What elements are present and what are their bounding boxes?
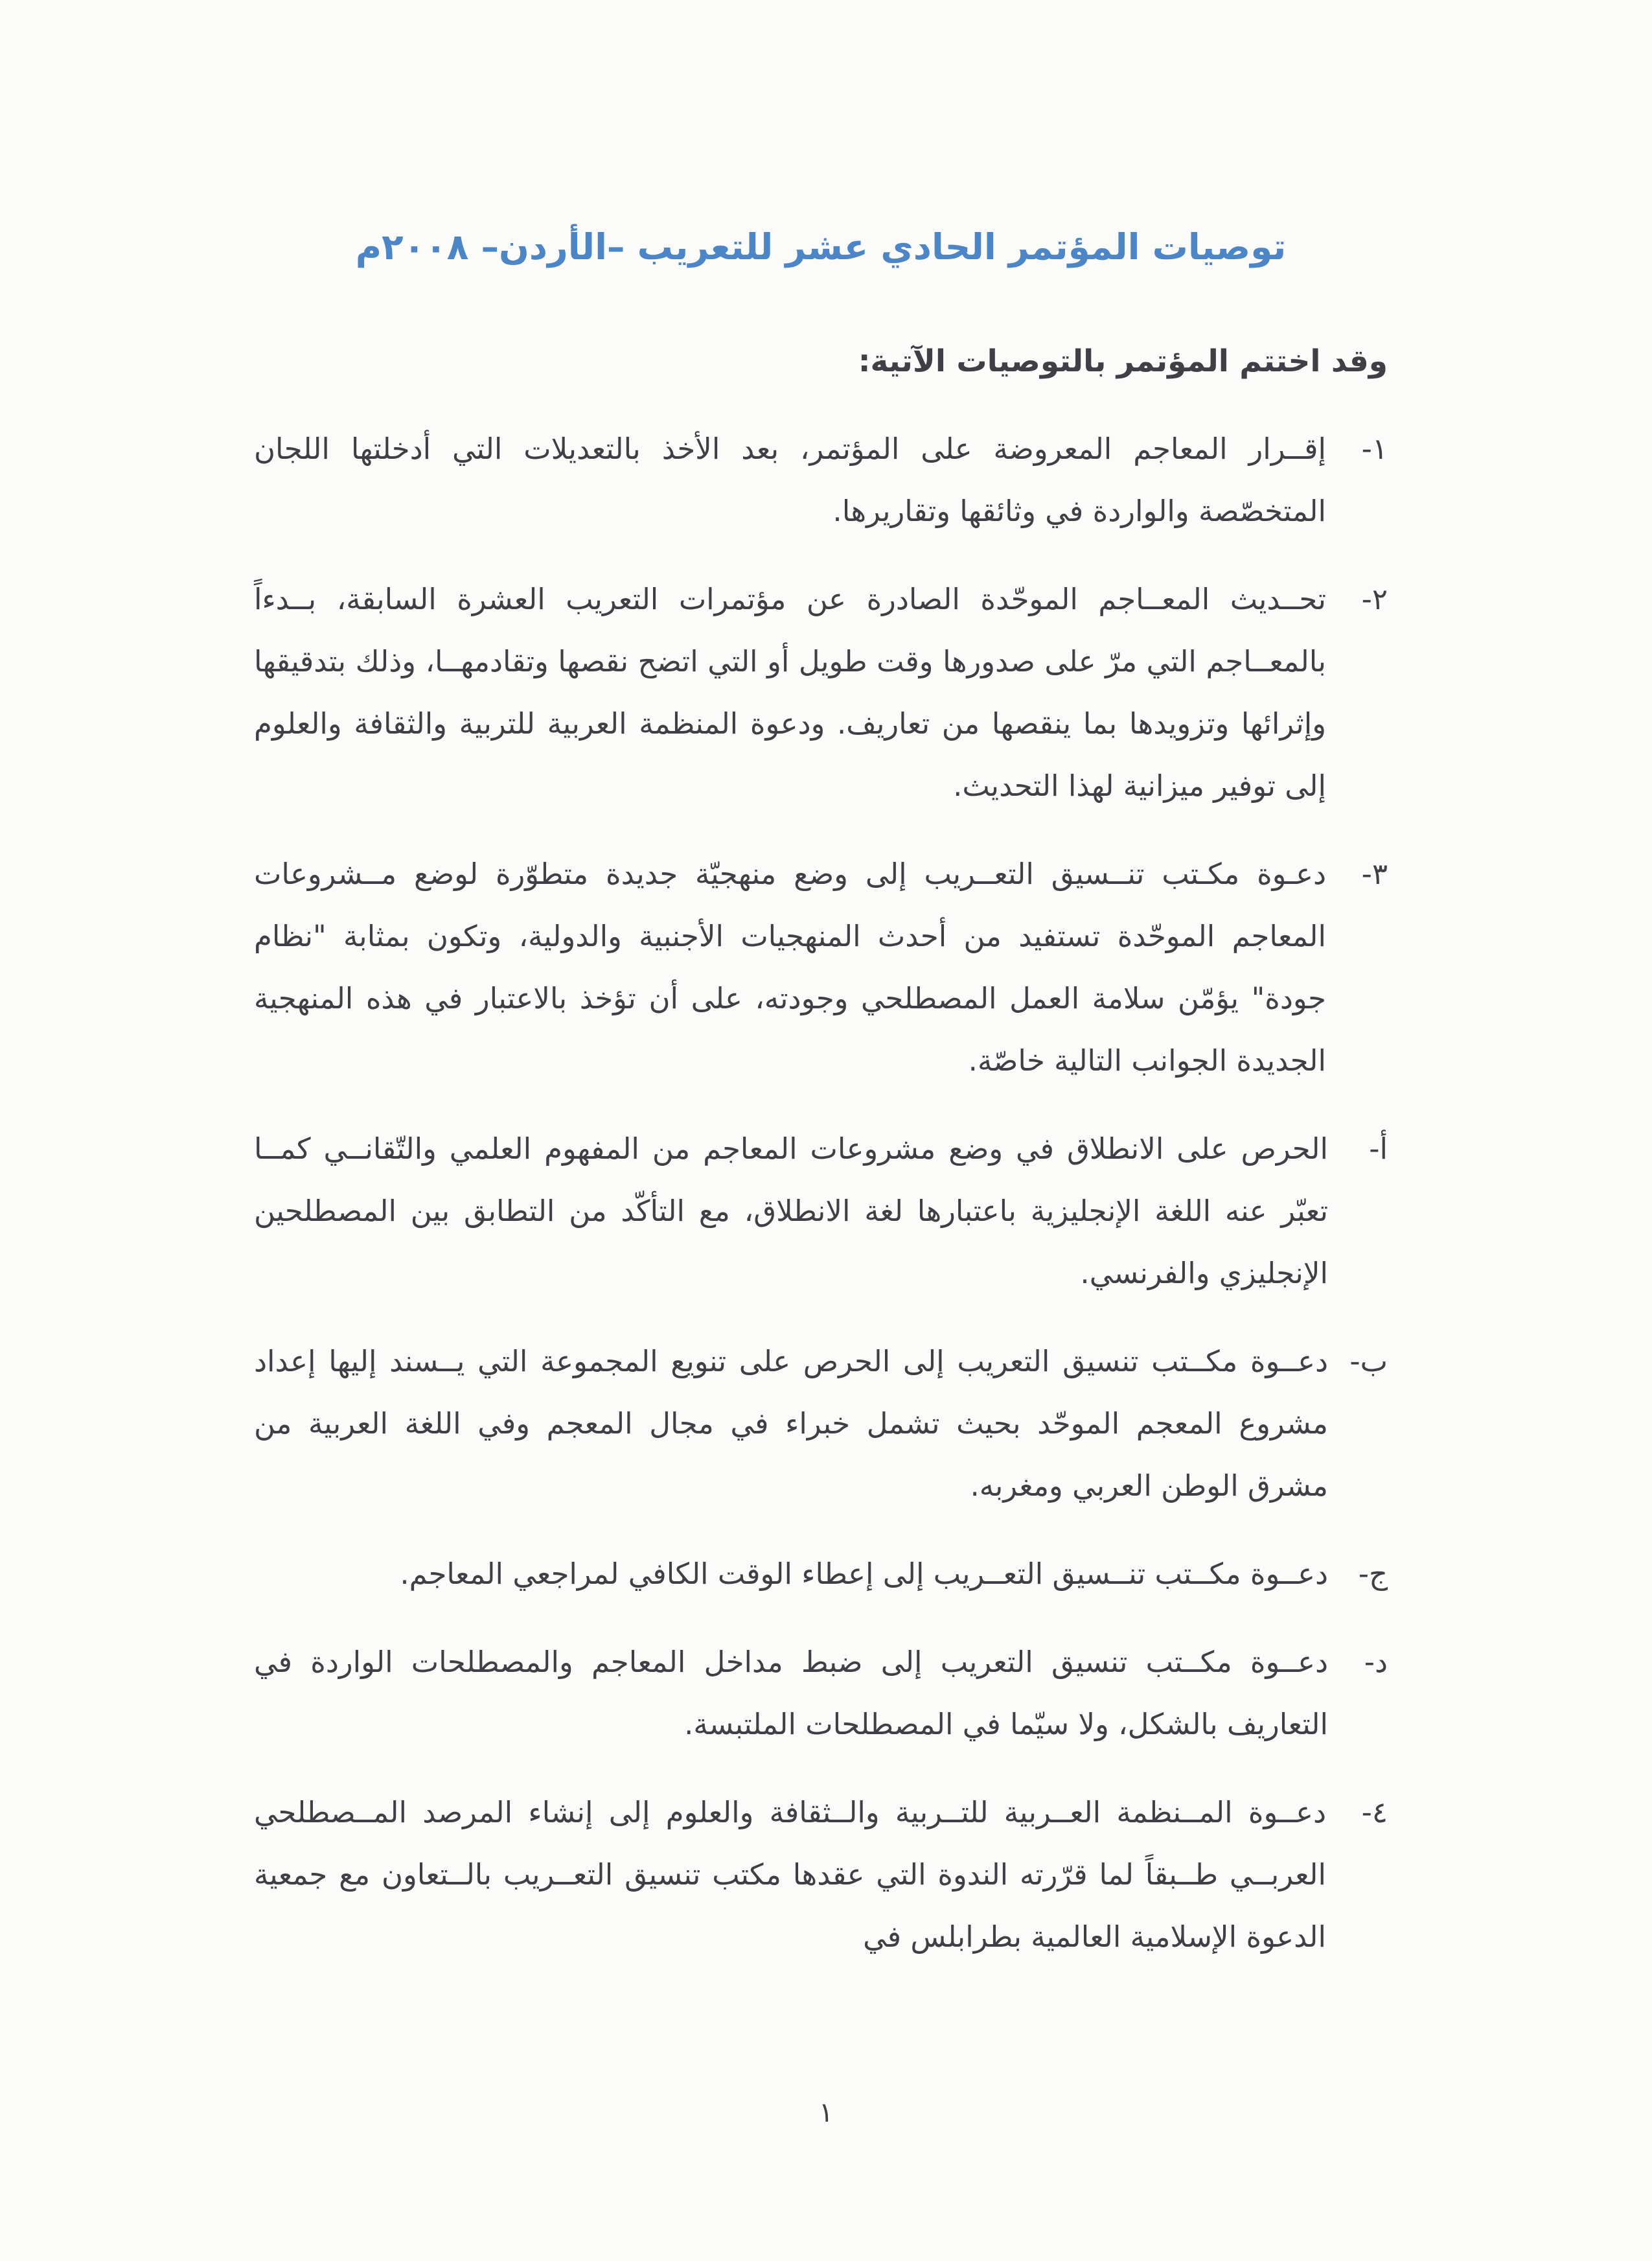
- item-text: دعــوة مكــتب تنسيق التعريب إلى الحرص على تنويع المجموعة التي يــسند إليها إعداد مشروع المعجم الموحّد بحيث تشمل خبراء في مجال المعجم وفي اللغة العربية من مشرق الوطن العربي ومغربه.: [254, 1344, 1328, 1503]
- recommendation-subitem-b: [254, 1330, 1388, 1517]
- recommendation-subitem-j: [254, 1543, 1388, 1605]
- item-text: دعــوة مكــتب تنسيق التعريب إلى ضبط مداخل المعاجم والمصطلحات الواردة في التعاريف بالشكل، ولا سيّما في المصطلحات الملتبسة.: [254, 1645, 1328, 1741]
- recommendation-item-4: [254, 1781, 1388, 1968]
- item-marker: أ-: [1369, 1131, 1388, 1166]
- item-marker: ٤-: [1361, 1795, 1388, 1829]
- document-title: توصيات المؤتمر الحادي عشر للتعريب –الأردن– ٢٠٠٨م: [355, 226, 1287, 268]
- item-text: دعــوة مكــتب تنــسيق التعــريب إلى إعطاء الوقت الكافي لمراجعي المعاجم.: [400, 1557, 1328, 1591]
- recommendation-item-2: [254, 568, 1388, 817]
- item-marker: ١-: [1361, 432, 1388, 466]
- recommendation-item-3: [254, 843, 1388, 1092]
- item-marker: د-: [1364, 1645, 1388, 1679]
- item-text: دعــوة المــنظمة العــربية للتــربية والــثقافة والعلوم إلى إنشاء المرصد المــصطلحي العربــي طــبقاً لما قرّرته الندوة التي عقدها مكتب تنسيق التعــريب بالــتعاون مع جمعية الدعوة الإسلامية العالمية بطرابلس في: [254, 1795, 1326, 1954]
- recommendation-subitem-a: [254, 1118, 1388, 1304]
- item-marker: ٣-: [1361, 857, 1388, 891]
- recommendation-item-1: [254, 418, 1388, 542]
- item-text: الحرص على الانطلاق في وضع مشروعات المعاجم من المفهوم العلمي والتّقانــي كمــا تعبّر عنه اللغة الإنجليزية باعتبارها لغة الانطلاق، مع التأكّد من التطابق بين المصطلحين الإنجليزي والفرنسي.: [254, 1131, 1328, 1290]
- item-marker: ب-: [1349, 1344, 1388, 1378]
- item-text: إقــرار المعاجم المعروضة على المؤتمر، بعد الأخذ بالتعديلات التي أدخلتها اللجان المتخصّصة والواردة في وثائقها وتقاريرها.: [254, 432, 1326, 528]
- item-text: دعـوة مكـتب تنــسيق التعــريب إلى وضع منهجيّة جديدة متطوّرة لوضع مــشروعات المعاجم الموحّدة تستفيد من أحدث المنهجيات الأجنبية والدولية، وتكون بمثابة "نظام جودة" يؤمّن سلامة العمل المصطلحي وجودته، على أن تؤخذ بالاعتبار في هذه المنهجية الجديدة الجوانب التالية خاصّة.: [254, 857, 1326, 1078]
- recommendation-subitem-d: [254, 1631, 1388, 1756]
- intro-heading: وقد اختتم المؤتمر بالتوصيات الآتية:: [858, 343, 1388, 379]
- item-marker: ج-: [1358, 1557, 1388, 1591]
- item-marker: ٢-: [1361, 582, 1388, 616]
- item-text: تحــديث المعــاجم الموحّدة الصادرة عن مؤتمرات التعريب العشرة السابقة، بــدءاً بالمعــاجم التي مرّ على صدورها وقت طويل أو التي اتضح نقصها وتقادمهــا، وذلك بتدقيقها وإثرائها وتزويدها بما ينقصها من تعاريف. ودعوة المنظمة العربية للتربية والثقافة والعلوم إلى توفير ميزانية لهذا التحديث.: [254, 582, 1326, 803]
- page-number: ١: [818, 2096, 834, 2128]
